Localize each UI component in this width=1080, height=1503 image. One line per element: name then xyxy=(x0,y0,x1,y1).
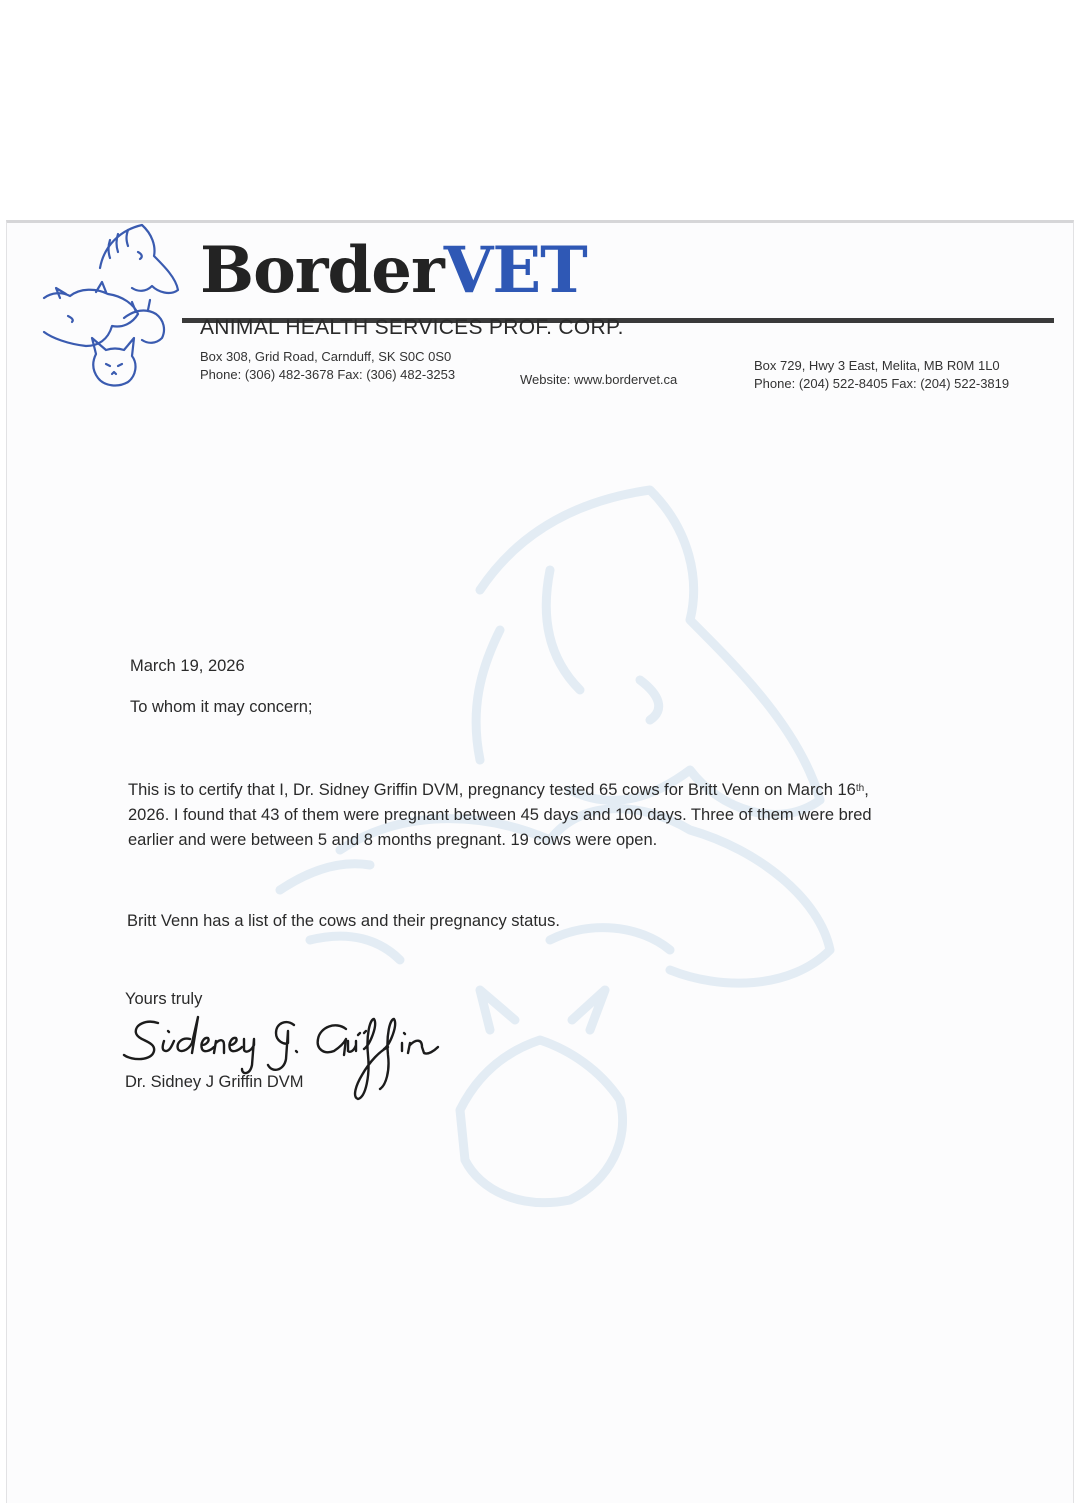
brand-name xyxy=(200,232,587,310)
brand-border: Border xyxy=(200,233,444,308)
paragraph-1-line-2: 2026. I found that 43 of them were pregnant between 45 days and 100 days. Three of them were bred xyxy=(128,806,872,824)
office-melita-address: Box 729, Hwy 3 East, Melita, MB R0M 1L0 xyxy=(754,358,1000,373)
office-melita-phone: Phone: (204) 522-8405 Fax: (204) 522-3819 xyxy=(754,376,1010,391)
signatory-name: Dr. Sidney J Griffin DVM xyxy=(125,1073,304,1091)
letter-paragraph-2: Britt Venn has a list of the cows and their pregnancy status. xyxy=(127,912,560,930)
brand-vet: VET xyxy=(443,233,587,308)
office-carnduff-phone: Phone: (306) 482-3678 Fax: (306) 482-3253 xyxy=(200,367,456,382)
paragraph-1-line-3: earlier and were between 5 and 8 months pregnant. 19 cows were open. xyxy=(128,831,658,849)
paragraph-1-line-1 xyxy=(128,778,988,803)
paragraph-1-line-1-text: This is to certify that I, Dr. Sidney Griffin DVM, pregnancy tested 65 cows for Britt Venn on March 16 xyxy=(128,781,856,799)
office-carnduff xyxy=(200,348,455,384)
office-carnduff-address: Box 308, Grid Road, Carnduff, SK S0C 0S0 xyxy=(200,349,452,364)
letter-paragraph-1 xyxy=(128,778,988,853)
letter-salutation: To whom it may concern; xyxy=(130,698,313,716)
ordinal-suffix: th xyxy=(855,783,865,794)
office-melita xyxy=(754,357,1009,393)
website-link[interactable]: Website: www.bordervet.ca xyxy=(520,372,678,387)
letter-closing: Yours truly xyxy=(125,990,203,1008)
letter-date: March 19, 2026 xyxy=(130,657,245,675)
top-margin xyxy=(0,0,1080,218)
paragraph-1-line-1-end: , xyxy=(864,781,869,799)
company-subtitle: ANIMAL HEALTH SERVICES PROF. CORP. xyxy=(200,316,624,339)
animal-heads-logo-icon xyxy=(38,222,188,392)
